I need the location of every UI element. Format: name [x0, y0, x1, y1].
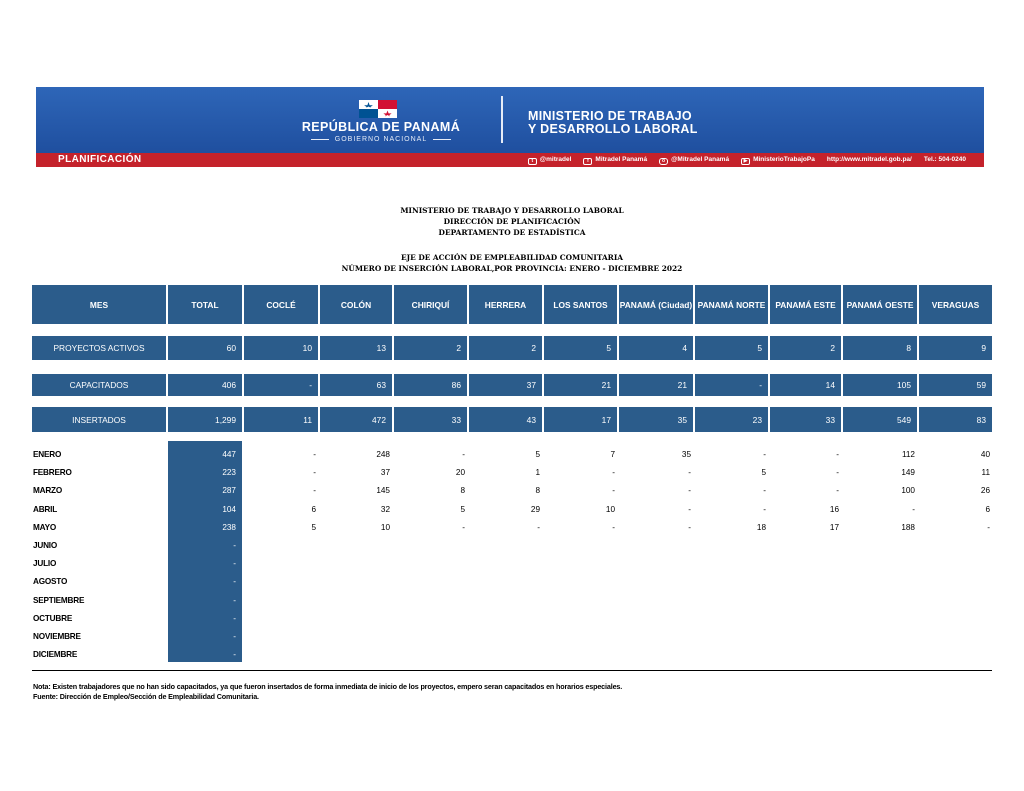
month-label: SEPTIEMBRE	[33, 595, 85, 605]
summary-cell: 549	[843, 407, 917, 432]
summary-cell: 21	[544, 374, 617, 396]
banner-blue-band	[36, 87, 984, 153]
column-header: LOS SANTOS	[544, 285, 617, 324]
month-total: 238	[222, 522, 236, 532]
month-cell: 10	[605, 504, 615, 514]
youtube-handle: MinisterioTrabajoPa	[753, 156, 815, 163]
month-cell: -	[688, 522, 691, 532]
instagram-icon: o	[659, 158, 668, 165]
month-cell: 10	[380, 522, 390, 532]
social-links	[528, 156, 966, 165]
month-label: MAYO	[33, 522, 57, 532]
website-link[interactable]: http://www.mitradel.gob.pa/	[826, 156, 912, 163]
month-cell: -	[688, 486, 691, 496]
month-total: 223	[222, 468, 236, 478]
month-cell: 29	[530, 504, 540, 514]
month-cell: -	[612, 522, 615, 532]
summary-cell: 23	[695, 407, 768, 432]
header-banner	[36, 87, 984, 167]
summary-row-label: CAPACITADOS	[32, 374, 166, 396]
summary-cell: 472	[320, 407, 392, 432]
month-cell: -	[912, 504, 915, 514]
month-cell: -	[313, 468, 316, 478]
month-label: ENERO	[33, 450, 62, 459]
axis-heading: EJE DE ACCIÓN DE EMPLEABILIDAD COMUNITARIA	[400, 253, 624, 262]
summary-cell: 11	[244, 407, 318, 432]
month-cell: 248	[376, 450, 390, 459]
summary-cell: 14	[770, 374, 841, 396]
footnote: Nota: Existen trabajadores que no han sido capacitados, ya que fueron insertados de forma inmediata de inicio de los proyectos, empero seran capacitados en horarios especiales.	[33, 682, 623, 691]
summary-cell: 35	[619, 407, 693, 432]
month-cell: -	[987, 522, 990, 532]
column-header: COLÓN	[320, 285, 392, 324]
section-label: PLANIFICACIÓN	[58, 154, 142, 165]
source-note: Fuente: Dirección de Empleo/Sección de Empleabilidad Comunitaria.	[33, 692, 259, 701]
month-total: 447	[222, 450, 236, 459]
youtube-link[interactable]	[741, 156, 815, 165]
month-cell: 17	[829, 522, 839, 532]
month-cell: 8	[460, 486, 465, 496]
month-cell: -	[612, 486, 615, 496]
month-total: -	[233, 650, 236, 660]
summary-cell: 33	[770, 407, 841, 432]
month-cell: 1	[535, 468, 540, 478]
summary-cell: 9	[919, 336, 992, 360]
month-cell: 100	[901, 486, 915, 496]
summary-cell: 17	[544, 407, 617, 432]
month-cell: 26	[980, 486, 990, 496]
month-cell: -	[462, 450, 465, 459]
month-cell: 5	[535, 450, 540, 459]
month-label: MARZO	[33, 486, 63, 496]
month-cell: 5	[460, 504, 465, 514]
month-cell: -	[313, 450, 316, 459]
summary-cell: 59	[919, 374, 992, 396]
banner-red-band	[36, 153, 984, 167]
month-cell: 18	[756, 522, 766, 532]
summary-cell: 33	[394, 407, 467, 432]
month-cell: -	[836, 486, 839, 496]
twitter-link[interactable]	[528, 156, 572, 165]
month-cell: 6	[311, 504, 316, 514]
direction-heading: DIRECCIÓN DE PLANIFICACIÓN	[443, 217, 581, 226]
month-cell: -	[688, 468, 691, 478]
summary-cell: 60	[168, 336, 242, 360]
month-cell: 40	[980, 450, 990, 459]
summary-cell: 406	[168, 374, 242, 396]
twitter-handle: @mitradel	[539, 156, 572, 163]
column-header: PANAMÁ ESTE	[770, 285, 841, 324]
summary-cell: 105	[843, 374, 917, 396]
summary-cell: 63	[320, 374, 392, 396]
month-cell: 7	[610, 450, 615, 459]
month-cell: 35	[681, 450, 691, 459]
ministry-title	[528, 110, 698, 136]
month-label: JUNIO	[33, 541, 58, 550]
summary-cell: 1,299	[168, 407, 242, 432]
month-cell: -	[763, 504, 766, 514]
month-total: -	[233, 613, 236, 623]
month-cell: 16	[829, 504, 839, 514]
summary-cell: 5	[544, 336, 617, 360]
month-cell: 145	[376, 486, 390, 496]
summary-cell: 13	[320, 336, 392, 360]
month-cell: 112	[901, 450, 915, 459]
report-title: NÚMERO DE INSERCIÓN LABORAL,POR PROVINCIA: ENERO - DICIEMBRE 2022	[341, 264, 683, 273]
column-header: VERAGUAS	[919, 285, 992, 324]
banner-divider	[501, 96, 503, 143]
government-subtitle: GOBIERNO NACIONAL	[276, 136, 486, 143]
facebook-handle: Mitradel Panamá	[595, 156, 648, 163]
summary-cell: 21	[619, 374, 693, 396]
column-header: HERRERA	[469, 285, 542, 324]
month-label: FEBRERO	[33, 468, 72, 478]
summary-cell: 43	[469, 407, 542, 432]
ministry-heading: MINISTERIO DE TRABAJO Y DESARROLLO LABORAL	[400, 206, 624, 215]
summary-cell: 2	[394, 336, 467, 360]
month-cell: 11	[981, 468, 990, 478]
phone-text: Tel.: 504-0240	[923, 156, 966, 163]
month-label: DICIEMBRE	[33, 650, 78, 660]
column-header: COCLÉ	[244, 285, 318, 324]
month-cell: 8	[535, 486, 540, 496]
month-cell: 5	[311, 522, 316, 532]
month-cell: -	[836, 468, 839, 478]
column-header: PANAMÁ OESTE	[843, 285, 917, 324]
month-total: 287	[222, 486, 236, 496]
month-total: -	[233, 577, 236, 587]
instagram-link[interactable]	[659, 156, 729, 165]
summary-cell: 86	[394, 374, 467, 396]
month-label: AGOSTO	[33, 577, 68, 587]
panama-flag-icon	[359, 100, 397, 118]
summary-cell: 2	[469, 336, 542, 360]
month-cell: 5	[761, 468, 766, 478]
summary-cell: 83	[919, 407, 992, 432]
month-total: -	[233, 541, 236, 550]
month-cell: -	[313, 486, 316, 496]
twitter-icon: t	[528, 158, 537, 165]
month-cell: -	[763, 486, 766, 496]
month-total: -	[233, 595, 236, 605]
month-cell: 20	[455, 468, 465, 478]
instagram-handle: @Mitradel Panamá	[671, 156, 730, 163]
column-header: PANAMÁ NORTE	[695, 285, 768, 324]
ministry-line-2: Y DESARROLLO LABORAL	[528, 122, 698, 136]
summary-row-label: PROYECTOS ACTIVOS	[32, 336, 166, 360]
table-bottom-rule	[32, 670, 992, 671]
summary-cell: 10	[244, 336, 318, 360]
column-header: CHIRIQUÍ	[394, 285, 467, 324]
month-cell: -	[462, 522, 465, 532]
month-cell: 32	[380, 504, 390, 514]
facebook-icon: f	[583, 158, 592, 165]
month-cell: -	[537, 522, 540, 532]
youtube-icon: ▶	[741, 158, 750, 165]
summary-cell: 5	[695, 336, 768, 360]
ministry-line-1: MINISTERIO DE TRABAJO	[528, 109, 692, 123]
column-header: TOTAL	[168, 285, 242, 324]
summary-row-label: INSERTADOS	[32, 407, 166, 432]
month-total: -	[233, 632, 236, 641]
month-label: OCTUBRE	[33, 613, 73, 623]
month-cell: 37	[380, 468, 390, 478]
month-cell: -	[836, 450, 839, 459]
month-total: 104	[222, 504, 236, 514]
summary-cell: 37	[469, 374, 542, 396]
republic-title: REPÚBLICA DE PANAMÁ	[301, 120, 461, 134]
summary-cell: -	[695, 374, 768, 396]
month-label: JULIO	[33, 559, 57, 569]
summary-cell: 2	[770, 336, 841, 360]
column-header: MES	[32, 285, 166, 324]
summary-cell: 4	[619, 336, 693, 360]
summary-cell: 8	[843, 336, 917, 360]
month-cell: 6	[985, 504, 990, 514]
facebook-link[interactable]	[583, 156, 647, 165]
month-total: -	[233, 559, 236, 569]
month-cell: 149	[901, 468, 915, 478]
month-cell: -	[763, 450, 766, 459]
month-label: ABRIL	[33, 504, 58, 514]
month-cell: -	[612, 468, 615, 478]
column-header: PANAMÁ (Ciudad)	[619, 285, 693, 324]
month-cell: -	[688, 504, 691, 514]
month-label: NOVIEMBRE	[33, 632, 81, 641]
department-heading: DEPARTAMENTO DE ESTADÍSTICA	[438, 228, 586, 237]
month-cell: 188	[901, 522, 915, 532]
summary-cell: -	[244, 374, 318, 396]
